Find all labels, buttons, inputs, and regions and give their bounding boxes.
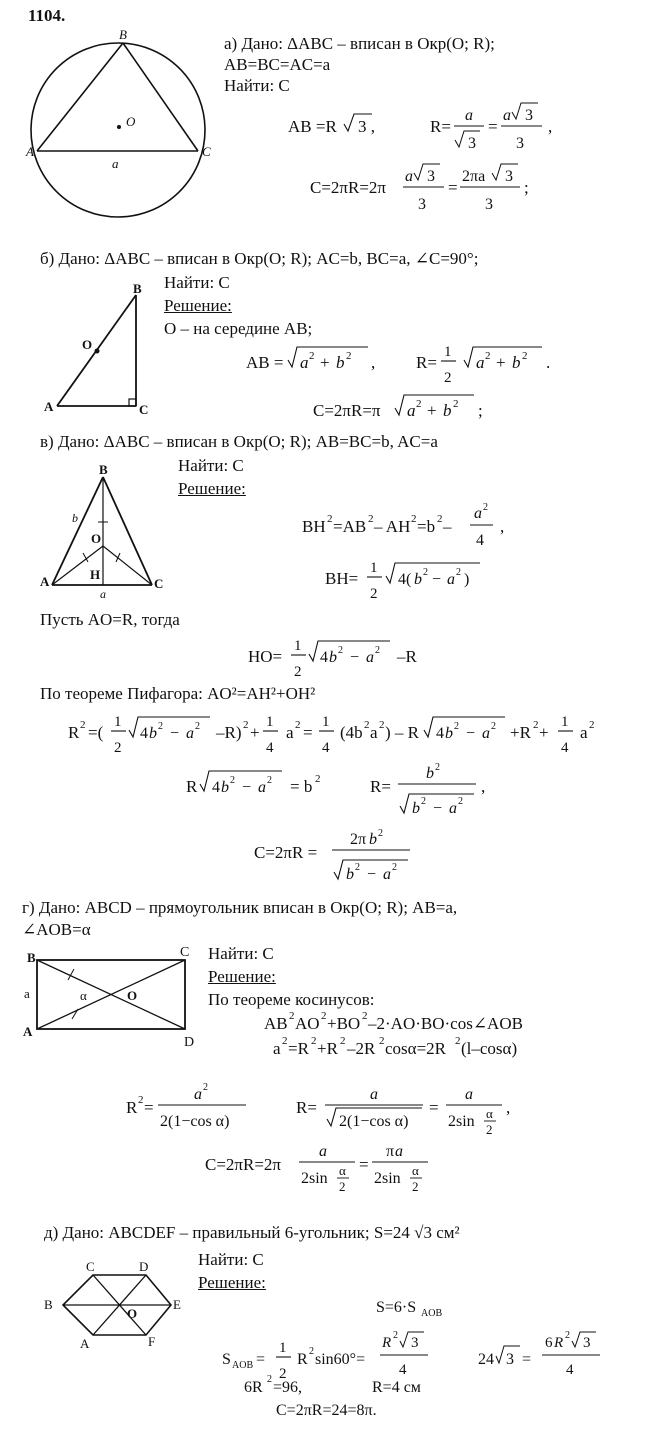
svg-text:2(1−cos α): 2(1−cos α)	[339, 1113, 409, 1130]
svg-text:2: 2	[279, 1366, 287, 1382]
part-b-given: б) Дано: ΔABC – вписан в Окр(O; R); AC=b, BC=a, ∠C=90°;	[40, 249, 479, 268]
svg-text:a: a	[194, 1086, 202, 1103]
svg-text:2: 2	[230, 775, 235, 786]
svg-text:2: 2	[486, 1122, 493, 1137]
svg-text:=: =	[144, 1098, 154, 1117]
svg-text:2: 2	[455, 1035, 461, 1047]
svg-text:=: =	[256, 1351, 266, 1368]
svg-text:2: 2	[309, 350, 315, 362]
svg-text:=: =	[429, 1098, 439, 1117]
part-g-given-1: г) Дано: ABCD – прямоугольник вписан в Окр(O; R); AB=a,	[22, 898, 458, 917]
svg-text:): )	[464, 571, 470, 588]
svg-text:2: 2	[458, 796, 463, 807]
part-v-pythagoras: По теореме Пифагора: AO²=AH²+OH²	[40, 684, 316, 703]
svg-text:=: =	[522, 1351, 532, 1368]
svg-text:+: +	[496, 353, 506, 372]
svg-text:2: 2	[485, 350, 491, 362]
svg-text:4: 4	[436, 725, 444, 742]
svg-text:4: 4	[266, 740, 274, 756]
svg-text:–2R: –2R	[347, 1039, 376, 1058]
part-d-given: д) Дано: ABCDEF – правильный 6-угольник; S=24 √3 см²	[44, 1223, 460, 1242]
svg-text:4: 4	[212, 779, 220, 796]
svg-text:4: 4	[399, 1362, 407, 1378]
svg-text:b: b	[221, 779, 229, 796]
svg-text:2: 2	[294, 664, 302, 680]
svg-text:b: b	[369, 831, 377, 848]
label-b: b	[72, 511, 78, 525]
svg-text:–: –	[443, 517, 452, 536]
part-g-cosine: По теореме косинусов:	[208, 990, 375, 1009]
label-alpha: α	[80, 988, 87, 1003]
svg-text:;: ;	[524, 178, 529, 197]
svg-text:2: 2	[453, 398, 459, 410]
svg-text:a: a	[447, 571, 455, 588]
svg-text:2: 2	[368, 513, 374, 525]
svg-text:1: 1	[114, 714, 122, 730]
svg-text:2: 2	[203, 1082, 208, 1093]
svg-text:α: α	[412, 1163, 419, 1178]
svg-text:,: ,	[548, 117, 553, 136]
svg-text:2: 2	[315, 773, 321, 785]
svg-text:24: 24	[478, 1351, 494, 1368]
svg-text:6: 6	[545, 1335, 553, 1351]
svg-text:C=2πR=2π: C=2πR=2π	[205, 1155, 282, 1174]
svg-text:3: 3	[468, 135, 476, 152]
svg-text:=: =	[488, 117, 498, 136]
svg-text:3: 3	[418, 196, 426, 213]
label-D: D	[139, 1259, 149, 1274]
svg-text:2: 2	[340, 1035, 346, 1047]
svg-text:−: −	[367, 866, 377, 883]
svg-text:−: −	[350, 649, 360, 666]
svg-text:a: a	[407, 401, 416, 420]
label-C: C	[202, 144, 211, 159]
svg-text:R=4 см: R=4 см	[372, 1379, 421, 1396]
svg-text:3 ,: 3 ,	[358, 117, 375, 136]
svg-text:a: a	[449, 800, 457, 817]
svg-text:C=2πR=24=8π.: C=2πR=24=8π.	[276, 1402, 377, 1419]
svg-text:R: R	[68, 723, 80, 742]
svg-text:a: a	[286, 723, 294, 742]
svg-text:a: a	[370, 1086, 378, 1103]
svg-text:a: a	[370, 723, 378, 742]
svg-text:HO=: HO=	[248, 647, 283, 666]
svg-text:2: 2	[565, 1330, 570, 1341]
svg-text:C=2πR=2π: C=2πR=2π	[310, 178, 387, 197]
svg-text:=: =	[448, 178, 458, 197]
svg-text:α: α	[339, 1163, 346, 1178]
svg-text:R: R	[382, 1335, 392, 1351]
svg-text:+: +	[250, 723, 260, 742]
svg-text:2: 2	[346, 350, 352, 362]
svg-text:1: 1	[444, 344, 452, 360]
svg-text:2: 2	[195, 721, 200, 732]
label-O: O	[127, 1306, 138, 1321]
svg-text:(4b: (4b	[340, 723, 363, 742]
svg-text:=b: =b	[417, 517, 436, 536]
svg-text:b: b	[426, 765, 434, 782]
label-B: B	[44, 1297, 53, 1312]
label-O: O	[127, 988, 138, 1003]
part-d-solution: Решение:	[198, 1273, 266, 1292]
svg-text:+R: +R	[510, 723, 531, 742]
label-a: a	[100, 587, 106, 601]
svg-text:b: b	[336, 353, 345, 372]
svg-text:,: ,	[500, 517, 505, 536]
svg-text:2: 2	[309, 1346, 314, 1357]
svg-text:) – R: ) – R	[385, 723, 419, 742]
label-C: C	[180, 945, 190, 960]
svg-text:=(: =(	[88, 723, 104, 742]
svg-text:b: b	[329, 649, 337, 666]
svg-text:,: ,	[506, 1098, 511, 1117]
svg-text:3: 3	[583, 1335, 591, 1351]
svg-text:α: α	[486, 1106, 493, 1121]
svg-text:cosα=2R: cosα=2R	[385, 1039, 446, 1058]
svg-text:a: a	[474, 505, 482, 522]
svg-text:a: a	[465, 107, 473, 124]
svg-text:1: 1	[279, 1340, 287, 1356]
label-D: D	[184, 1035, 195, 1050]
svg-text:a: a	[465, 1086, 473, 1103]
svg-text:AB: AB	[264, 1014, 288, 1033]
svg-text:b: b	[443, 401, 452, 420]
svg-text:2: 2	[339, 1179, 346, 1194]
svg-text:2: 2	[416, 398, 422, 410]
label-a: a	[24, 986, 30, 1001]
svg-text:6R: 6R	[244, 1379, 263, 1396]
svg-text:a: a	[580, 723, 588, 742]
svg-text:R: R	[126, 1098, 138, 1117]
svg-text:2: 2	[454, 721, 459, 732]
svg-text:2: 2	[289, 1010, 295, 1022]
part-g-solution: Решение:	[208, 967, 276, 986]
svg-text:2: 2	[412, 1179, 419, 1194]
svg-text:3: 3	[485, 196, 493, 213]
svg-text:4: 4	[140, 725, 148, 742]
svg-text:3: 3	[427, 168, 435, 185]
label-A: A	[23, 1024, 33, 1039]
label-C: C	[154, 576, 164, 591]
part-v-let: Пусть AO=R, тогда	[40, 610, 180, 629]
svg-text:a: a	[383, 866, 391, 883]
label-B: B	[99, 462, 108, 477]
label-B: B	[119, 27, 127, 42]
svg-text:2: 2	[379, 719, 385, 731]
svg-text:R: R	[186, 777, 198, 796]
svg-text:2: 2	[421, 796, 426, 807]
svg-text:+BO: +BO	[327, 1014, 361, 1033]
svg-text:2: 2	[378, 828, 383, 839]
svg-text:2: 2	[282, 1035, 288, 1047]
svg-text:a: a	[186, 725, 194, 742]
svg-text:2: 2	[267, 1374, 272, 1385]
part-a-given: а) Дано: ΔABC – вписан в Окр(O; R);	[224, 34, 495, 53]
svg-text:2sin: 2sin	[301, 1170, 328, 1187]
label-C: C	[139, 402, 149, 417]
svg-text:(l–cosα): (l–cosα)	[461, 1039, 518, 1058]
svg-text:–R): –R)	[216, 723, 242, 742]
part-b-find: Найти: C	[164, 273, 230, 292]
svg-text:,: ,	[371, 353, 376, 372]
svg-text:2: 2	[327, 513, 333, 525]
svg-text:1: 1	[370, 560, 378, 576]
svg-text:a: a	[366, 649, 374, 666]
svg-text:a: a	[405, 168, 413, 185]
svg-text:R=: R=	[370, 777, 391, 796]
svg-text:2: 2	[483, 502, 488, 513]
svg-text:1: 1	[266, 714, 274, 730]
svg-text:3: 3	[505, 168, 513, 185]
svg-text:b: b	[512, 353, 521, 372]
svg-text:2: 2	[522, 350, 528, 362]
svg-text:2: 2	[370, 586, 378, 602]
svg-text:AB =: AB =	[246, 353, 284, 372]
svg-text:2π: 2π	[350, 831, 367, 848]
svg-text:+: +	[539, 723, 549, 742]
svg-text:2πa: 2πa	[462, 168, 486, 185]
svg-text:2: 2	[295, 719, 301, 731]
svg-text:−: −	[242, 779, 252, 796]
svg-text:2: 2	[355, 862, 360, 873]
svg-text:3: 3	[516, 135, 524, 152]
svg-text:2sin: 2sin	[374, 1170, 401, 1187]
label-A: A	[26, 144, 34, 159]
svg-text:+R: +R	[317, 1039, 338, 1058]
svg-text:b: b	[346, 866, 354, 883]
svg-text:AOB: AOB	[421, 1308, 443, 1319]
svg-text:2: 2	[364, 719, 370, 731]
svg-text:2: 2	[423, 567, 428, 578]
label-B: B	[27, 950, 36, 965]
label-O: O	[126, 114, 136, 129]
svg-text:AO: AO	[295, 1014, 320, 1033]
svg-text:R: R	[554, 1335, 564, 1351]
svg-text:sin60°=: sin60°=	[315, 1351, 366, 1368]
label-E: E	[173, 1297, 181, 1312]
svg-text:−: −	[170, 725, 180, 742]
part-v-find: Найти: C	[178, 456, 244, 475]
svg-text:2: 2	[411, 513, 417, 525]
svg-text:2: 2	[435, 762, 440, 773]
svg-text:R=: R=	[430, 117, 451, 136]
svg-text:S=6·S: S=6·S	[376, 1299, 417, 1316]
svg-text:= b: = b	[290, 777, 313, 796]
svg-text:+: +	[320, 353, 330, 372]
svg-text:2: 2	[533, 719, 539, 731]
svg-text:1: 1	[294, 638, 302, 654]
part-g-find: Найти: C	[208, 944, 274, 963]
svg-text:π: π	[386, 1143, 395, 1160]
part-b-step1: O – на середине AB;	[164, 319, 313, 338]
svg-text:a: a	[476, 353, 485, 372]
label-O: O	[91, 531, 102, 546]
svg-text:,: ,	[481, 777, 486, 796]
svg-text:b: b	[149, 725, 157, 742]
svg-text:R=: R=	[296, 1098, 317, 1117]
svg-text:b: b	[414, 571, 422, 588]
svg-text:2: 2	[393, 1330, 398, 1341]
svg-text:C=2πR =: C=2πR =	[254, 843, 318, 862]
svg-text:2: 2	[375, 645, 380, 656]
svg-text:2: 2	[267, 775, 272, 786]
svg-text:2sin: 2sin	[448, 1113, 475, 1130]
svg-text:2: 2	[114, 740, 122, 756]
svg-text:–2·AO·BO·cos∠AOB: –2·AO·BO·cos∠AOB	[368, 1014, 523, 1033]
svg-text:a: a	[319, 1143, 327, 1160]
svg-text:−: −	[432, 571, 442, 588]
problem-number: 1104.	[28, 6, 66, 25]
label-H: H	[90, 567, 101, 582]
svg-text:2: 2	[138, 1094, 144, 1106]
svg-text:1: 1	[561, 714, 569, 730]
svg-text:b: b	[445, 725, 453, 742]
svg-text:a: a	[273, 1039, 281, 1058]
label-C: C	[86, 1259, 95, 1274]
svg-text:S: S	[222, 1351, 231, 1368]
svg-text:2: 2	[589, 719, 595, 731]
svg-text:2(1−cos α): 2(1−cos α)	[160, 1113, 230, 1130]
svg-text:–R: –R	[397, 647, 417, 666]
svg-text:2: 2	[80, 719, 86, 731]
svg-text:a: a	[503, 107, 511, 124]
svg-text:b: b	[412, 800, 420, 817]
svg-text:a: a	[482, 725, 490, 742]
label-F: F	[148, 1334, 156, 1349]
label-a: a	[112, 156, 119, 171]
part-d-find: Найти: C	[198, 1250, 264, 1269]
svg-text:4: 4	[476, 532, 484, 549]
svg-text:4: 4	[320, 649, 328, 666]
svg-text:4: 4	[322, 740, 330, 756]
svg-text:2: 2	[362, 1010, 368, 1022]
label-O: O	[82, 337, 93, 352]
svg-text:2: 2	[392, 862, 397, 873]
svg-text:=: =	[303, 723, 313, 742]
svg-text:2: 2	[491, 721, 496, 732]
label-A: A	[40, 574, 50, 589]
part-v-solution: Решение:	[178, 479, 246, 498]
svg-text:2: 2	[456, 567, 461, 578]
svg-text:4: 4	[566, 1362, 574, 1378]
svg-text:3: 3	[411, 1335, 419, 1351]
svg-text:−: −	[433, 800, 443, 817]
svg-text:AB =R: AB =R	[288, 117, 337, 136]
svg-text:3: 3	[506, 1351, 514, 1368]
svg-text:2: 2	[437, 513, 443, 525]
svg-text:a: a	[300, 353, 309, 372]
svg-text:BH=: BH=	[325, 569, 359, 588]
svg-text:BH: BH	[302, 517, 326, 536]
svg-text:R=: R=	[416, 353, 437, 372]
label-A: A	[80, 1336, 90, 1351]
part-a-find: Найти: C	[224, 76, 290, 95]
svg-text:4(: 4(	[398, 571, 412, 588]
svg-text:+: +	[427, 401, 437, 420]
svg-text:C=2πR=π: C=2πR=π	[313, 401, 381, 420]
label-B: B	[133, 281, 142, 296]
svg-text:−: −	[466, 725, 476, 742]
svg-text:=AB: =AB	[333, 517, 367, 536]
svg-text:=: =	[359, 1155, 369, 1174]
svg-text:2: 2	[243, 719, 249, 731]
svg-text:=R: =R	[288, 1039, 309, 1058]
svg-text:AOB: AOB	[232, 1360, 254, 1371]
svg-text:.: .	[546, 353, 551, 372]
label-A: A	[44, 399, 54, 414]
svg-text:2: 2	[321, 1010, 327, 1022]
svg-text:2: 2	[311, 1035, 317, 1047]
svg-text:R: R	[297, 1351, 308, 1368]
part-v-given: в) Дано: ΔABC – вписан в Окр(O; R); AB=BC=b, AC=a	[40, 432, 438, 451]
svg-text:– AH: – AH	[374, 517, 411, 536]
svg-text:a: a	[258, 779, 266, 796]
svg-text:=96,: =96,	[273, 1379, 303, 1396]
svg-text:a: a	[395, 1143, 403, 1160]
svg-text:1: 1	[322, 714, 330, 730]
svg-text:;: ;	[478, 401, 483, 420]
svg-text:2: 2	[379, 1035, 385, 1047]
part-b-solution: Решение:	[164, 296, 232, 315]
svg-text:4: 4	[561, 740, 569, 756]
part-a-sides: AB=BC=AC=a	[224, 55, 331, 74]
svg-text:3: 3	[525, 107, 533, 124]
part-g-given-2: ∠AOB=α	[22, 920, 91, 939]
svg-text:2: 2	[444, 370, 452, 386]
svg-text:2: 2	[338, 645, 343, 656]
svg-text:2: 2	[158, 721, 163, 732]
